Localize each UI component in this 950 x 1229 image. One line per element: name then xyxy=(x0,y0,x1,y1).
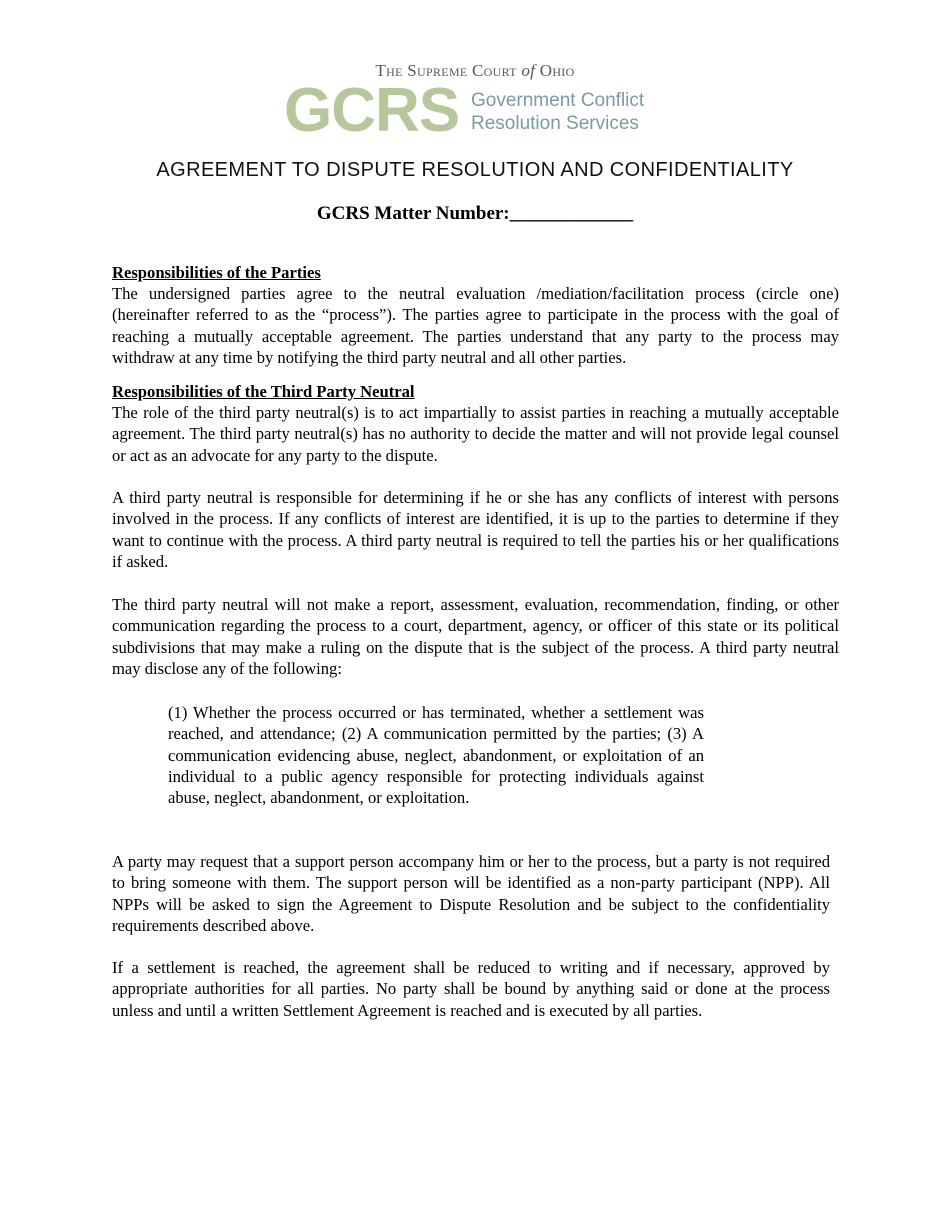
logo-line-2: Resolution Services xyxy=(471,113,639,134)
neutral-heading: Responsibilities of the Third Party Neutral xyxy=(112,382,415,401)
support-person-paragraph: A party may request that a support person accompany him or her to the process, but a party is not required to bring someone with them. The support person will be identified as a non-party participant (NPP). All NPPs will be asked to sign the Agreement to Dispute Resolution and be subject to the confidentiality requirements described above. xyxy=(112,852,830,935)
neutral-paragraph-2: A third party neutral is responsible for determining if he or she has any conflicts of interest with persons involved in the process. If any conflicts of interest are identified, it is up to the parties to determine if they want to continue with the process. A third party neutral is required to tell the parties his or her qualifications if asked. xyxy=(112,488,839,571)
document-title: AGREEMENT TO DISPUTE RESOLUTION AND CONFIDENTIALITY xyxy=(156,159,794,181)
logo-acronym: GCRS xyxy=(284,76,460,145)
logo-line-1: Government Conflict xyxy=(471,90,645,111)
neutral-paragraph-3: The third party neutral will not make a report, assessment, evaluation, recommendation, finding, or other communication regarding the process to a court, department, agency, or officer of this state or its political subdivisions that may make a ruling on the dispute that is the subject of the process. A third party neutral may disclose any of the following: xyxy=(112,595,839,678)
matter-number-field: GCRS Matter Number:_____________ xyxy=(316,203,634,224)
parties-paragraph: The undersigned parties agree to the neutral evaluation /mediation/facilitation process (circle one) (hereinafter referred to as the “process”). The parties agree to participate in the process with the goal of reaching a mutually acceptable agreement. The parties understand that any party to the process may withdraw at any time by notifying the third party neutral and all other parties. xyxy=(112,284,839,367)
parties-heading: Responsibilities of the Parties xyxy=(112,263,321,282)
court-name: The Supreme Court of Ohio xyxy=(375,61,575,80)
logo-subtitle xyxy=(471,89,644,135)
disclosure-list: (1) Whether the process occurred or has terminated, whether a settlement was reached, and attendance; (2) A communication permitted by the parties; (3) A communication evidencing abuse, neglect, abandonment, or exploitation of an individual to a public agency responsible for protecting individuals against abuse, neglect, abandonment, or exploitation. xyxy=(168,703,704,808)
neutral-paragraph-1: The role of the third party neutral(s) is to act impartially to assist parties in reaching a mutually acceptable agreement. The third party neutral(s) has no authority to decide the matter and will not provide legal counsel or act as an advocate for any party to the dispute. xyxy=(112,403,839,465)
settlement-paragraph: If a settlement is reached, the agreement shall be reduced to writing and if necessary, approved by appropriate authorities for all parties. No party shall be bound by anything said or done at the process unless and until a written Settlement Agreement is reached and is executed by all parties. xyxy=(112,958,830,1020)
